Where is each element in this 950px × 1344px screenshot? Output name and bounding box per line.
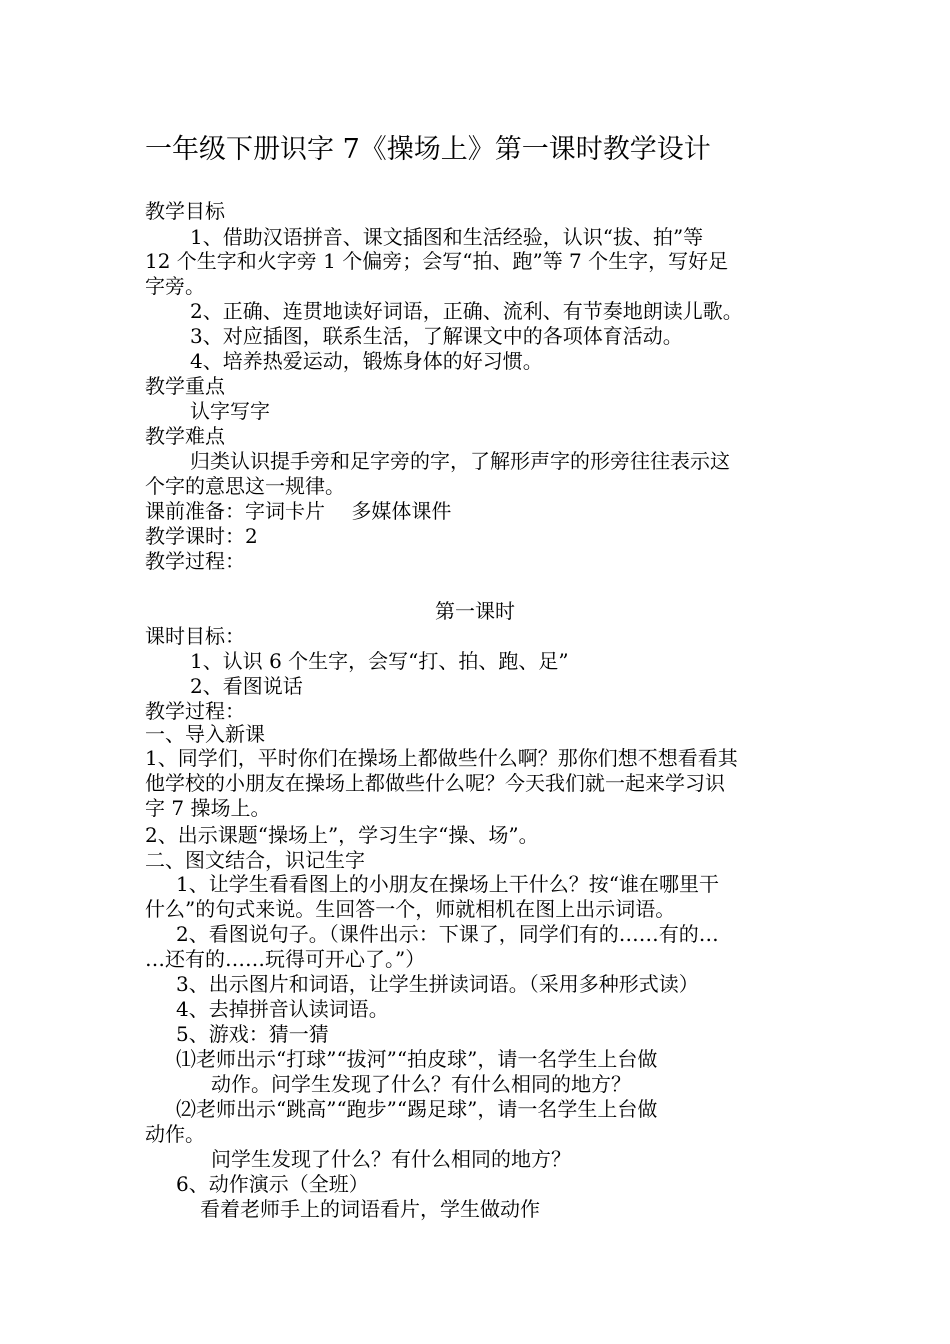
paragraph-line: 认字写字 bbox=[190, 399, 270, 423]
paragraph-line: 5、游戏：猜一猜 bbox=[176, 1022, 329, 1046]
paragraph-line: 2、出示课题“操场上”，学习生字“操、场”。 bbox=[145, 823, 539, 847]
paragraph-line: 4、去掉拼音认读词语。 bbox=[176, 997, 389, 1021]
paragraph-line: 6、动作演示（全班） bbox=[176, 1172, 369, 1196]
paragraph-line: 3、对应插图，联系生活，了解课文中的各项体育活动。 bbox=[190, 324, 683, 348]
paragraph-line: 1、同学们，平时你们在操场上都做些什么啊？那你们想不想看看其 bbox=[145, 746, 738, 770]
paragraph-line: 课前准备：字词卡片 多媒体课件 bbox=[145, 499, 452, 523]
section-heading: 二、图文结合，识记生字 bbox=[145, 848, 365, 872]
paragraph-line: 个字的意思这一规律。 bbox=[145, 474, 345, 498]
paragraph-line: 教学过程： bbox=[145, 699, 245, 723]
paragraph-line: 字 7 操场上。 bbox=[145, 796, 271, 820]
paragraph-line: 3、出示图片和词语，让学生拼读词语。（采用多种形式读） bbox=[176, 972, 699, 996]
paragraph-line: 问学生发现了什么？有什么相同的地方？ bbox=[211, 1147, 571, 1171]
paragraph-line: 12 个生字和火字旁 1 个偏旁；会写“拍、跑”等 7 个生字，写好足 bbox=[145, 249, 729, 273]
paragraph-line: 4、培养热爱运动，锻炼身体的好习惯。 bbox=[190, 349, 543, 373]
paragraph-line: ⑵老师出示“跳高”“跑步”“踢足球”，请一名学生上台做 bbox=[176, 1097, 658, 1121]
paragraph-line: 2、看图说话 bbox=[190, 674, 303, 698]
section-heading-objectives: 教学目标 bbox=[145, 199, 225, 223]
lesson-heading: 第一课时 bbox=[435, 599, 515, 623]
paragraph-line: 教学过程： bbox=[145, 549, 245, 573]
paragraph-line: 什么”的句式来说。生回答一个，师就相机在图上出示词语。 bbox=[145, 897, 676, 921]
paragraph-line: 2、正确、连贯地读好词语，正确、流利、有节奏地朗读儿歌。 bbox=[190, 299, 743, 323]
paragraph-line: 看着老师手上的词语看片，学生做动作 bbox=[200, 1197, 540, 1221]
section-heading-key-points: 教学重点 bbox=[145, 374, 225, 398]
paragraph-line: 2、看图说句子。（课件出示：下课了，同学们有的……有的… bbox=[176, 922, 719, 946]
document-title: 一年级下册识字 7《操场上》第一课时教学设计 bbox=[145, 134, 711, 165]
section-heading: 一、导入新课 bbox=[145, 722, 265, 746]
paragraph-line: 1、让学生看看图上的小朋友在操场上干什么？按“谁在哪里干 bbox=[176, 872, 719, 896]
paragraph-line: 教学课时：2 bbox=[145, 524, 258, 548]
section-heading-difficulties: 教学难点 bbox=[145, 424, 225, 448]
paragraph-line: 归类认识提手旁和足字旁的字，了解形声字的形旁往往表示这 bbox=[190, 449, 730, 473]
paragraph-line: 动作。 bbox=[145, 1122, 205, 1146]
paragraph-line: 1、认识 6 个生字，会写“打、拍、跑、足” bbox=[190, 649, 569, 673]
paragraph-line: …还有的……玩得可开心了。”） bbox=[145, 947, 426, 971]
paragraph-line: 他学校的小朋友在操场上都做些什么呢？今天我们就一起来学习识 bbox=[145, 771, 725, 795]
paragraph-line: 字旁。 bbox=[145, 274, 205, 298]
paragraph-line: 课时目标： bbox=[145, 624, 245, 648]
paragraph-line: 1、借助汉语拼音、课文插图和生活经验，认识“拔、拍”等 bbox=[190, 225, 704, 249]
paragraph-line: ⑴老师出示“打球”“拔河”“拍皮球”，请一名学生上台做 bbox=[176, 1047, 658, 1071]
paragraph-line: 动作。问学生发现了什么？有什么相同的地方？ bbox=[211, 1072, 631, 1096]
